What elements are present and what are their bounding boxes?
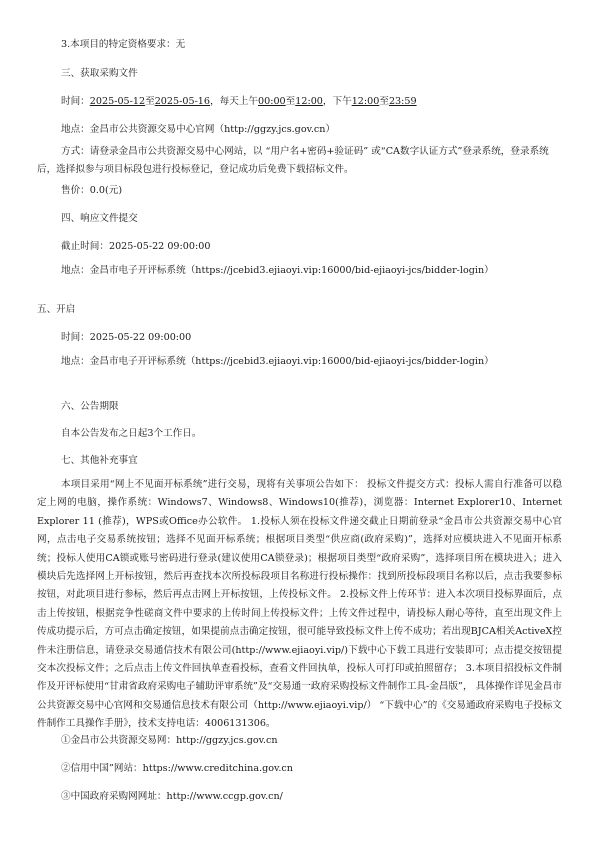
open-time: 时间：2025-05-22 09:00:00 xyxy=(61,332,192,343)
other-text: 本项目采用“网上不见面开标系统”进行交易，现将有关事项公告如下： 投标文件提交方式：投标人需自行准备可以稳定上网的电脑，操作系统：Windows7、Windows8、Windows10(推荐)，浏览器：Internet Explorer10、Internet Explorer 11 (推荐)，WPS或Office办公软件。 1.投标人须在投标文件递交截止日期前登录“金昌市公共资源交易中心官网，点击电子交易系统按钮；选择不见面开标系统；根据项目类型“供应商(政府采购)”，选择对应模块进入不见面开标系统；投标人使用CA锁或账号密码进行登录(建议使用CA锁登录)；根据项目类型“政府采购”，选择项目所在模块进入；进入模块后先选择网上开标按钮，然后再查找本次所投标段项目名称进行投标操作：找到所投标段项目名称以后，点击我要参标按钮，对此项目进行参标，然后再点击网上开标按钮，上传投标文件。 2.投标文件上传环节：进入本次项目投标界面后，点击上传按钮，根据竞争性磋商文件中要求的上传时间上传投标文件；上传文件过程中，请投标人耐心等待，直至出现文件上传成功提示后，方可点击确定按钮，如果提前点击确定按钮，很可能导致投标文件上传不成功；若出现BJCA相关ActiveX控件未注册信息，请登录交易通信技术有限公司(http://www.ejiaoyi.vip/)下载中心下载工具进行安装即可；点击提交按钮提交本次投标文件；之后点击上传文件回执单查看投标，查看文件回执单，投标人可打印或拍照留存； 3.本项目招投标文件制作及开评标使用“甘肃省政府采购电子辅助评审系统”及“交易通一政府采购投标文件制作工具-金昌版”， 具体操作详见金昌市公共资源交易中心官网和交易通信息技术有限公司（http://www.ejiaoyi.vip/） “下载中心”的《交易通政府采购电子投标文件制作工具操作手册》，技术支持电话：4006131306。 xyxy=(37,479,562,730)
link-ggzy[interactable]: ①金昌市公共资源交易网：http://ggzy.jcs.gov.cn xyxy=(61,735,278,746)
am-start: 00:00 xyxy=(258,96,286,107)
link-creditchina[interactable]: ②信用中国”网站：https://www.creditchina.gov.cn xyxy=(61,763,293,774)
time-separator: 至 xyxy=(145,96,155,107)
submit-place: 地点：金昌市电子开评标系统（https://jcebid3.ejiaoyi.vip:16000/bid-ejiaoyi-jcs/bidder-login） xyxy=(61,265,494,276)
pm-start: 12:00 xyxy=(351,96,380,107)
am-separator: 至 xyxy=(285,96,296,107)
open-place: 地点：金昌市电子开评标系统（https://jcebid3.ejiaoyi.vip:16000/bid-ejiaoyi-jcs/bidder-login） xyxy=(61,356,494,367)
time-label: 时间： xyxy=(61,96,90,107)
pm-separator: 至 xyxy=(379,96,389,107)
other-heading: 七、其他补充事宜 xyxy=(61,455,138,466)
period-text: 自本公告发布之日起3个工作日。 xyxy=(61,428,202,439)
open-heading: 五、开启 xyxy=(37,304,76,315)
time-daily-label: ，每天上午 xyxy=(210,96,258,107)
submit-deadline: 截止时间：2025-05-22 09:00:00 xyxy=(61,241,211,252)
pm-end: 23:59 xyxy=(388,96,417,107)
qualification-text: 3.本项目的特定资格要求：无 xyxy=(61,39,186,50)
period-heading: 六、公告期限 xyxy=(61,401,119,412)
am-end: 12:00 xyxy=(295,96,323,107)
pm-label: ，下午 xyxy=(322,96,352,107)
time-start: 2025-05-12 xyxy=(89,96,146,107)
link-ccgp[interactable]: ③中国政府采购网网址：http://www.ccgp.gov.cn/ xyxy=(61,791,283,802)
obtain-place: 地点：金昌市公共资源交易中心官网（http://ggzy.jcs.gov.cn） xyxy=(61,124,336,135)
obtain-method: 方式：请登录金昌市公共资源交易中心网站，以 “用户名+密码+验证码” 或“CA数字认证方式”登录系统，登录系统后，选择拟参与项目标段包进行投标登记，登记成功后免费下载招标文件。 xyxy=(37,146,549,176)
price-text: 售价：0.0(元) xyxy=(61,185,123,196)
obtain-heading: 三、获取采购文件 xyxy=(61,68,138,79)
time-end: 2025-05-16 xyxy=(154,96,211,107)
submit-heading: 四、响应文件提交 xyxy=(61,213,138,224)
obtain-time xyxy=(61,93,586,111)
